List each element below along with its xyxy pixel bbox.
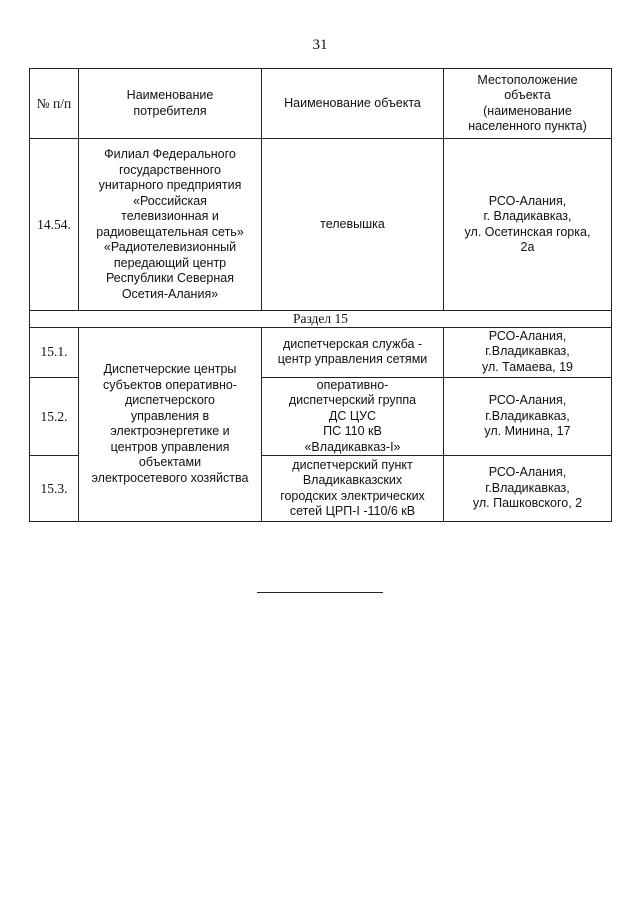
header-object: Наименование объекта — [262, 69, 444, 139]
table-row — [30, 139, 612, 311]
footer-rule — [257, 592, 383, 593]
section-row — [30, 311, 612, 328]
row-object: диспетчерская служба - центр управления сетями — [262, 327, 444, 377]
table-header-row — [30, 69, 612, 139]
header-num: № п/п — [30, 69, 79, 139]
header-consumer: Наименование потребителя — [79, 69, 262, 139]
row-location: РСО-Алания, г.Владикавказ, ул. Минина, 17 — [444, 377, 612, 456]
row-object: диспетчерский пункт Владикавказских городских электрических сетей ЦРП-I -110/6 кВ — [262, 456, 444, 522]
header-location: Местоположение объекта (наименование населенного пункта) — [444, 69, 612, 139]
section-title: Раздел 15 — [30, 311, 612, 328]
table-row — [30, 327, 612, 377]
consumers-table — [29, 68, 612, 522]
row-num: 15.2. — [30, 377, 79, 456]
row-num: 15.3. — [30, 456, 79, 522]
row-location: РСО-Алания, г. Владикавказ, ул. Осетинская горка, 2а — [444, 139, 612, 311]
row-location: РСО-Алания, г.Владикавказ, ул. Пашковского, 2 — [444, 456, 612, 522]
row-object: телевышка — [262, 139, 444, 311]
page-number: 31 — [312, 37, 328, 53]
row-consumer: Филиал Федерального государственного унитарного предприятия «Российская телевизионная и радиовещательная сеть» «Радиотелевизионный передающий центр Республики Северная Осетия-Алания» — [79, 139, 262, 311]
row-num: 14.54. — [30, 139, 79, 311]
row-location: РСО-Алания, г.Владикавказ, ул. Тамаева, 19 — [444, 327, 612, 377]
row-num: 15.1. — [30, 327, 79, 377]
row-object: оперативно- диспетчерский группа ДС ЦУС ПС 110 кВ «Владикавказ-I» — [262, 377, 444, 456]
section-consumer: Диспетчерские центры субъектов оперативно- диспетчерского управления в электроэнергетике и центров управления объектами электросетевого хозяйства — [79, 327, 262, 522]
